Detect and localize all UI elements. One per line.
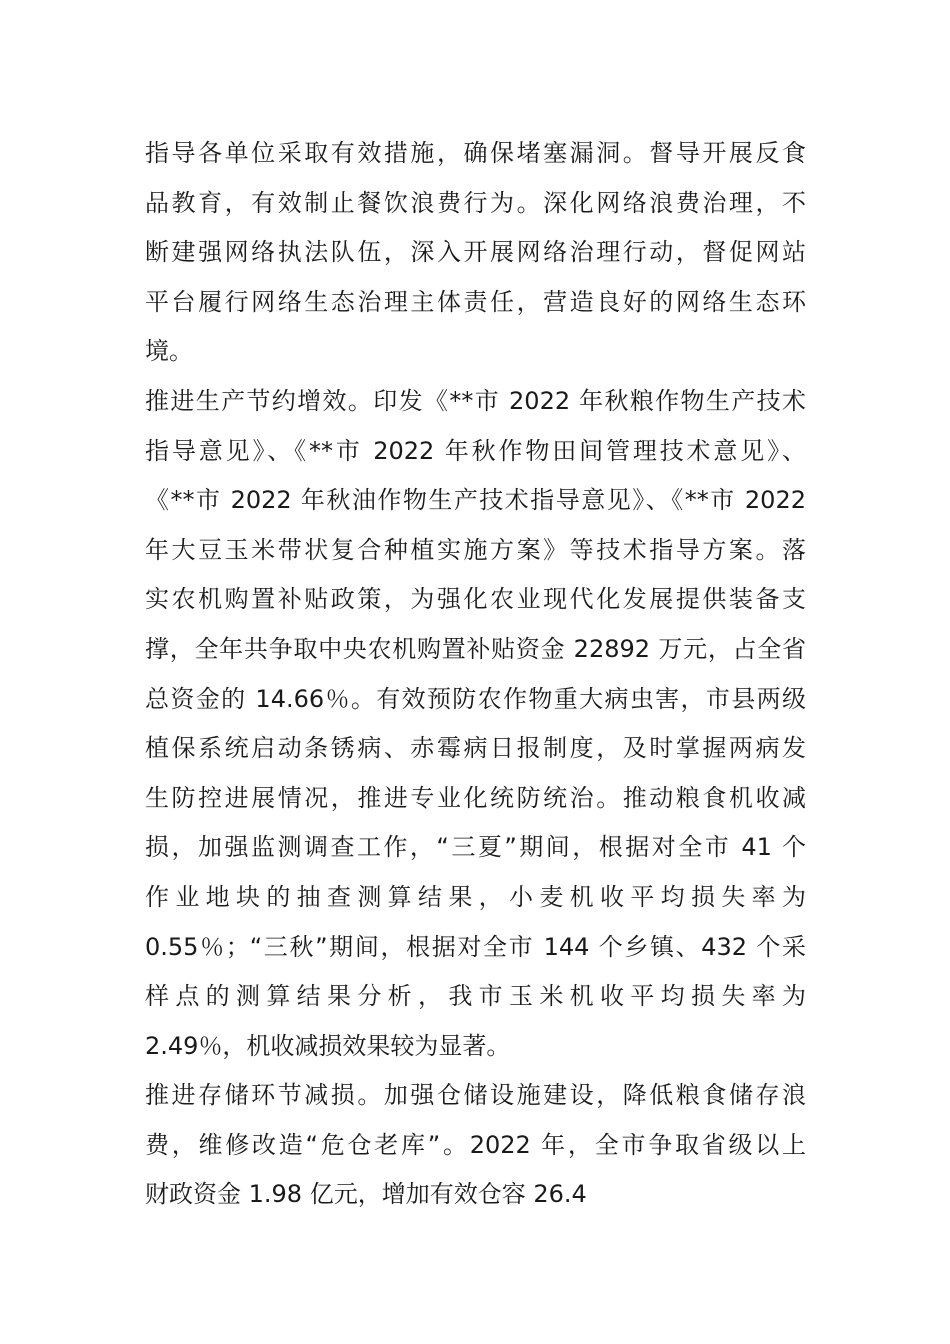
document-body (145, 131, 806, 1222)
text-line: 生防控进展情况，推进专业化统防统治。推动粮食机收减 (145, 783, 806, 812)
text-line: 指导各单位采取有效措施，确保堵塞漏洞。督导开展反食 (145, 139, 806, 167)
text-line: 财政资金 1.98 亿元，增加有效仓容 26.4 (145, 1180, 587, 1209)
text-line: 实农机购置补贴政策，为强化农业现代化发展提供装备支 (145, 585, 806, 614)
text-line: 0.55％；“三秋”期间，根据对全市 144 个乡镇、432 个采 (145, 932, 806, 961)
text-line: 品教育，有效制止餐饮浪费行为。深化网络浪费治理，不 (145, 188, 806, 217)
text-line: 撑，全年共争取中央农机购置补贴资金 22892 万元，占全省 (145, 634, 806, 663)
text-line: 费，维修改造“危仓老库”。2022 年，全市争取省级以上 (145, 1130, 806, 1159)
text-line: 《**市 2022 年秋油作物生产技术指导意见》、《**市 2022 (145, 486, 806, 515)
text-line: 断建强网络执法队伍，深入开展网络治理行动，督促网站 (145, 238, 806, 267)
paragraph-storage-loss-reduction (145, 1073, 806, 1222)
text-line: 样点的测算结果分析，我市玉米机收平均损失率为 (145, 982, 806, 1011)
text-line: 推进存储环节减损。加强仓储设施建设，降低粮食储存浪 (145, 1081, 806, 1110)
text-line: 作业地块的抽查测算结果，小麦机收平均损失率为 (145, 882, 806, 911)
text-line: 损，加强监测调查工作，“三夏”期间，根据对全市 41 个 (145, 833, 806, 862)
text-line: 2.49％，机收减损效果较为显著。 (145, 1031, 511, 1060)
paragraph-online-waste-governance (145, 131, 806, 379)
paragraph-production-savings (145, 379, 806, 1073)
text-line: 植保系统启动条锈病、赤霉病日报制度，及时掌握两病发 (145, 734, 806, 763)
text-line: 推进生产节约增效。印发《**市 2022 年秋粮作物生产技术 (145, 386, 806, 415)
text-line: 总资金的 14.66％。有效预防农作物重大病虫害，市县两级 (145, 684, 806, 713)
text-line: 境。 (145, 337, 193, 366)
text-line: 平台履行网络生态治理主体责任，营造良好的网络生态环 (145, 287, 806, 316)
text-line: 年大豆玉米带状复合种植实施方案》等技术指导方案。落 (145, 535, 806, 564)
text-line: 指导意见》、《**市 2022 年秋作物田间管理技术意见》、 (145, 436, 806, 465)
